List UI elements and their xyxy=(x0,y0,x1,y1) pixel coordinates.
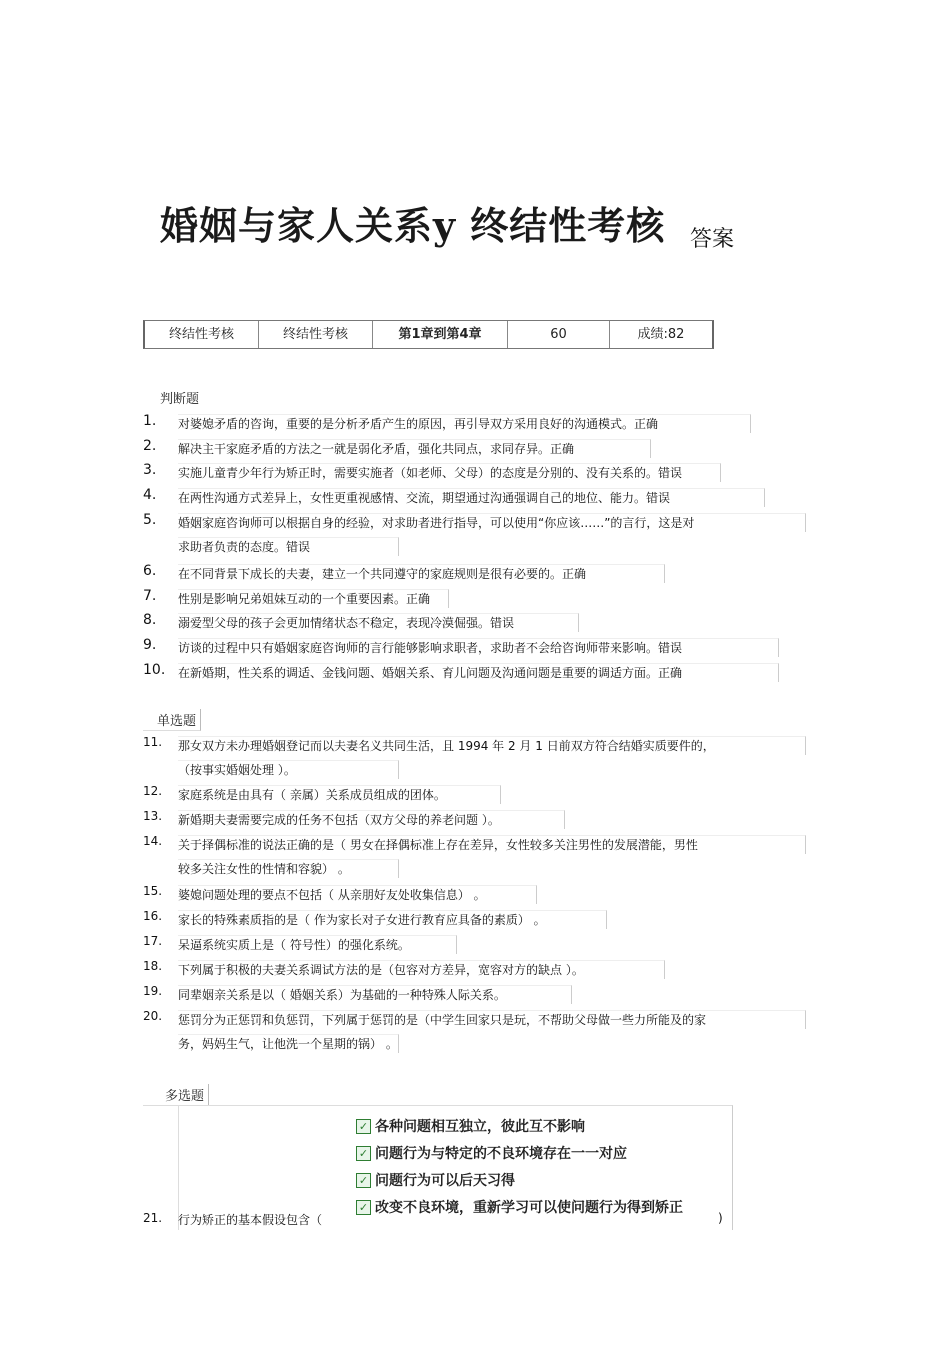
question-number: 5. xyxy=(143,512,157,528)
multi-option-label: 改变不良环境，重新学习可以使问题行为得到矫正 xyxy=(375,1200,683,1216)
section-judge-heading: 判断题 xyxy=(160,392,200,407)
multi-option-label: 问题行为可以后天习得 xyxy=(375,1173,515,1189)
question-text: 对婆媳矛盾的咨询，重要的是分析矛盾产生的原因，再引导双方采用良好的沟通模式。正确 xyxy=(178,414,751,433)
question-number: 8. xyxy=(143,612,157,628)
multi-option-label: 各种问题相互独立，彼此互不影响 xyxy=(375,1119,585,1135)
question-number: 16. xyxy=(143,909,163,923)
question-text: 下列属于积极的夫妻关系调试方法的是（包容对方差异，宽容对方的缺点 ）。 xyxy=(178,960,665,979)
question-text: 在不同背景下成长的夫妻，建立一个共同遵守的家庭规则是很有必要的。正确 xyxy=(178,564,665,583)
multi-option[interactable] xyxy=(356,1116,585,1136)
question-number: 2. xyxy=(143,438,157,454)
section-single-heading: 单选题 xyxy=(143,709,201,731)
question-text: 溺爱型父母的孩子会更加情绪状态不稳定，表现冷漠倔强。错误 xyxy=(178,613,579,632)
question-number: 3. xyxy=(143,462,157,478)
question-number: 12. xyxy=(143,784,163,798)
question-text: 家庭系统是由具有（ 亲属）关系成员组成的团体。 xyxy=(178,785,501,804)
question-text: 关于择偶标准的说法正确的是（ 男女在择偶标准上存在差异，女性较多关注男性的发展潜能，男性 xyxy=(178,835,806,854)
info-cell-score: 成绩:82 xyxy=(637,327,685,342)
check-icon[interactable]: ✓ xyxy=(356,1146,371,1161)
multi-option[interactable] xyxy=(356,1197,683,1217)
question-number: 7. xyxy=(143,588,157,604)
title-suffix: 答案 xyxy=(690,227,735,252)
question-text: 实施儿童青少年行为矫正时，需要实施者（如老师、父母）的态度是分别的、没有关系的。错误 xyxy=(178,463,721,482)
info-cell-chapters: 第1章到第4章 xyxy=(373,321,508,348)
info-row xyxy=(143,320,714,349)
question-text: 婆媳问题处理的要点不包括（ 从亲朋好友处收集信息） 。 xyxy=(178,885,537,904)
question-text: 那女双方未办理婚姻登记而以夫妻名义共同生活，且 1994 年 2 月 1 日前双方符合结婚实质要件的， xyxy=(178,736,806,755)
question-text: 婚姻家庭咨询师可以根据自身的经验，对求助者进行指导，可以使用“你应该……”的言行，这是对 xyxy=(178,513,806,532)
check-icon[interactable]: ✓ xyxy=(356,1119,371,1134)
section-multi-heading: 多选题 xyxy=(143,1084,209,1106)
question-number: 1. xyxy=(143,413,157,429)
question-number: 18. xyxy=(143,959,163,973)
question-number: 20. xyxy=(143,1009,163,1023)
question-text: 访谈的过程中只有婚姻家庭咨询师的言行能够影响求职者，求助者不会给咨询师带来影响。错误 xyxy=(178,638,779,657)
question-text: 较多关注女性的性情和容貌） 。 xyxy=(178,859,399,878)
question-number: 10. xyxy=(143,662,166,678)
question-number: 19. xyxy=(143,984,163,998)
question-number: 11. xyxy=(143,735,163,749)
multi-option[interactable] xyxy=(356,1170,515,1190)
check-icon[interactable]: ✓ xyxy=(356,1173,371,1188)
question-close-paren: ) xyxy=(718,1211,723,1225)
question-number: 9. xyxy=(143,637,157,653)
info-cell-name: 终结性考核 xyxy=(259,321,373,348)
question-text: 行为矫正的基本假设包含（ xyxy=(178,1213,323,1227)
info-cell-total: 60 xyxy=(508,321,610,348)
question-text: 呆逼系统实质上是（ 符号性）的强化系统。 xyxy=(178,935,457,954)
question-text: 在两性沟通方式差异上，女性更重视感情、交流，期望通过沟通强调自己的地位、能力。错误 xyxy=(178,488,765,507)
question-text: 在新婚期，性关系的调适、金钱问题、婚姻关系、育儿问题及沟通问题是重要的调适方面。正确 xyxy=(178,663,779,682)
question-number: 14. xyxy=(143,834,163,848)
question-text: 新婚期夫妻需要完成的任务不包括（双方父母的养老问题 ）。 xyxy=(178,810,565,829)
question-number: 15. xyxy=(143,884,163,898)
page-title: 婚姻与家人关系y 终结性考核 xyxy=(160,203,666,248)
question-number: 17. xyxy=(143,934,163,948)
check-icon[interactable]: ✓ xyxy=(356,1200,371,1215)
question-text: 性别是影响兄弟姐妹互动的一个重要因素。正确 xyxy=(178,589,449,608)
info-cell-type: 终结性考核 xyxy=(145,321,259,348)
multi-option-label: 问题行为与特定的不良环境存在一一对应 xyxy=(375,1146,627,1162)
question-text: 惩罚分为正惩罚和负惩罚，下列属于惩罚的是（中学生回家只是玩，不帮助父母做一些力所能及的家 xyxy=(178,1010,806,1029)
question-text: 解决主干家庭矛盾的方法之一就是弱化矛盾，强化共同点，求同存异。正确 xyxy=(178,439,651,458)
question-number: 13. xyxy=(143,809,163,823)
question-text: 务，妈妈生气，让他洗一个星期的锅） 。 xyxy=(178,1034,399,1053)
question-text: 同辈姻亲关系是以（ 婚姻关系）为基础的一种特殊人际关系。 xyxy=(178,985,572,1004)
question-text: （按事实婚姻处理 ）。 xyxy=(178,760,399,779)
question-number: 21. xyxy=(143,1211,163,1225)
multi-option[interactable] xyxy=(356,1143,627,1163)
question-text: 求助者负责的态度。错误 xyxy=(178,537,399,556)
question-text: 家长的特殊素质指的是（ 作为家长对子女进行教育应具备的素质） 。 xyxy=(178,910,607,929)
question-number: 4. xyxy=(143,487,157,503)
question-number: 6. xyxy=(143,563,157,579)
